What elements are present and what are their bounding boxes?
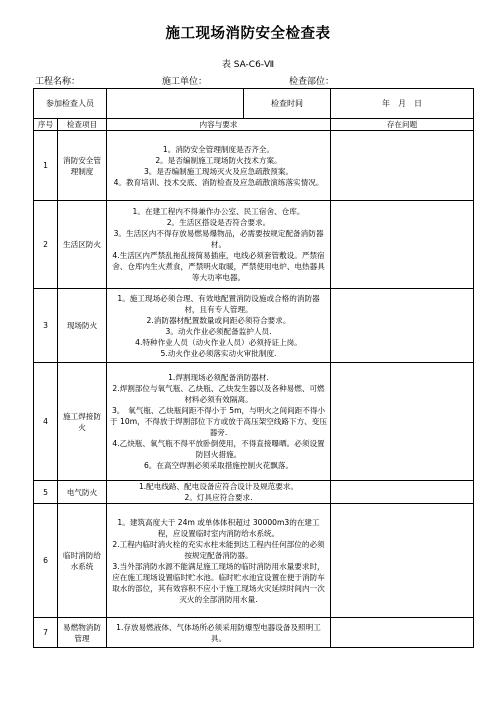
row-content — [107, 618, 331, 648]
requirement-line: 2。是否编制施工现场防火技术方案。 — [155, 155, 282, 165]
requirement-line: 3.当外部消防水源不能满足施工现场的临时消防用水量要求时，应在施工现场设置临时贮水池。临时贮水池宜设置在便于消防车取水的部位，其有效容积不应小于施工现场火灾延续时间内一次灭火的全部消防用水量. — [112, 561, 325, 604]
requirement-line: 2.消防器材配置数量或间距必须符合要求。 — [146, 315, 291, 325]
requirement-line: 4。教育培训、技术交底、消防检查及应急疏散演练落实情况。 — [113, 177, 324, 187]
row-item: 生活区防火 — [58, 201, 107, 289]
column-header-content: 内容与要求 — [107, 119, 331, 131]
construction-unit-label: 施工单位： — [162, 77, 208, 87]
inspection-time-label: 检查时间 — [244, 89, 331, 119]
requirement-line: 4.特种作业人员（动火作业人员）必须持证上岗。 — [135, 337, 302, 347]
requirement-line: 1。在建工程内不得兼作办公室、民工宿舍、仓库。 — [132, 207, 305, 216]
table-row — [34, 481, 474, 504]
requirement-line: 1。消防安全管理制度是否齐全。 — [162, 144, 275, 154]
table-row — [34, 131, 474, 201]
page-title: 施工现场消防安全检查表 — [165, 26, 331, 42]
inspection-date[interactable]: 年 月 日 — [331, 89, 474, 119]
requirement-line: 2。灯具应符合要求. — [184, 493, 253, 502]
row-seq: 2 — [34, 201, 58, 289]
column-header-issues: 存在问题 — [331, 119, 474, 131]
requirement-line: 3。是否编制施工现场灭火及应急疏散预案。 — [143, 166, 294, 176]
requirement-line: 1.存放易燃液体、气体场所必须采用防爆型电器设备及照明工具。 — [116, 622, 321, 643]
table-row — [34, 618, 474, 648]
table-row — [34, 363, 474, 481]
form-code: 表 SA-C6-Ⅶ — [221, 60, 275, 70]
row-seq: 5 — [34, 481, 58, 504]
participants-value[interactable] — [107, 89, 244, 119]
row-seq: 6 — [34, 504, 58, 618]
requirement-line: 1。建筑高度大于 24m 或单体体积超过 30000m3的在建工程，应设置临时室内消防给水系统。 — [117, 517, 320, 538]
row-item: 施工焊接防火 — [58, 363, 107, 481]
row-item: 消防安全管理制度 — [58, 131, 107, 201]
row-issues[interactable] — [331, 504, 474, 618]
inspected-part-label: 检查部位： — [289, 77, 335, 87]
requirement-line: 5.动火作业必须落实动火审批制度. — [160, 348, 277, 358]
requirement-line: 4.生活区内严禁乱拖乱接简易插座，电线必须套管敷设。严禁宿舍、仓库内生火煮食，严禁明火取暖，严禁使用电炉、电热器具等大功率电器。 — [112, 251, 325, 282]
row-issues[interactable] — [331, 618, 474, 648]
row-content — [107, 481, 331, 504]
table-row — [34, 201, 474, 289]
row-content — [107, 201, 331, 289]
requirement-line: 3。 氧气瓶、乙炔瓶间距不得小于 5m，与明火之间间距不得小于 10m，不得放于焊割部位下方或放于高压架空线路下方、变压器旁. — [110, 406, 327, 437]
row-issues[interactable] — [331, 131, 474, 201]
row-item: 易燃物消防管理 — [58, 618, 107, 648]
header-row — [34, 119, 474, 131]
row-item: 现场防火 — [58, 289, 107, 363]
table-row — [34, 289, 474, 363]
requirement-line: 1.焊割现场必须配备消防器材. — [168, 373, 269, 382]
column-header-item: 检查项目 — [58, 119, 107, 131]
requirement-line: 3。动火作业必须配备监护人员. — [165, 326, 272, 336]
requirement-line: 2。生活区搭设是否符合要求。 — [166, 218, 271, 227]
row-issues[interactable] — [331, 289, 474, 363]
participants-label: 参加检查人员 — [34, 89, 107, 119]
row-item: 电气防火 — [58, 481, 107, 504]
project-name-label: 工程名称： — [35, 77, 81, 87]
row-issues[interactable] — [331, 201, 474, 289]
table-row — [34, 504, 474, 618]
inspection-rows — [34, 131, 474, 648]
requirement-line: 1。施工现场必须合理、有效地配置消防设施或合格的消防器材，且有专人管理。 — [117, 293, 320, 314]
row-content — [107, 363, 331, 481]
inspection-table — [33, 88, 474, 648]
row-issues[interactable] — [331, 481, 474, 504]
row-seq: 3 — [34, 289, 58, 363]
row-item: 临时消防给水系统 — [58, 504, 107, 618]
row-content — [107, 289, 331, 363]
requirement-line: 1.配电线路、配电设备应符合设计及规范要求。 — [138, 482, 299, 491]
requirement-line: 2.焊割部位与氧气瓶、乙炔瓶、乙炔发生器以及各种易燃、可燃材料必须有效隔离。 — [112, 384, 325, 404]
requirement-line: 4.乙炔瓶、氧气瓶不得平放卧倒使用，不得直接曝晒。必须设置防回火措施。 — [112, 439, 325, 459]
requirement-line: 6。在高空焊割必须采取措施控制火花飘落。 — [143, 461, 294, 470]
row-seq: 7 — [34, 618, 58, 648]
row-content — [107, 131, 331, 201]
row-issues[interactable] — [331, 363, 474, 481]
row-seq: 4 — [34, 363, 58, 481]
participants-row — [34, 89, 474, 119]
column-header-seq: 序号 — [34, 119, 58, 131]
requirement-line: 3。生活区内不得存放易燃易爆物品，必需要按规定配备消防器材。 — [113, 229, 324, 249]
row-content — [107, 504, 331, 618]
row-seq: 1 — [34, 131, 58, 201]
requirement-line: 2.工程内临时消火栓的充实水柱未能到达工程内任何部位的必须按规定配备消防器。 — [112, 539, 325, 560]
